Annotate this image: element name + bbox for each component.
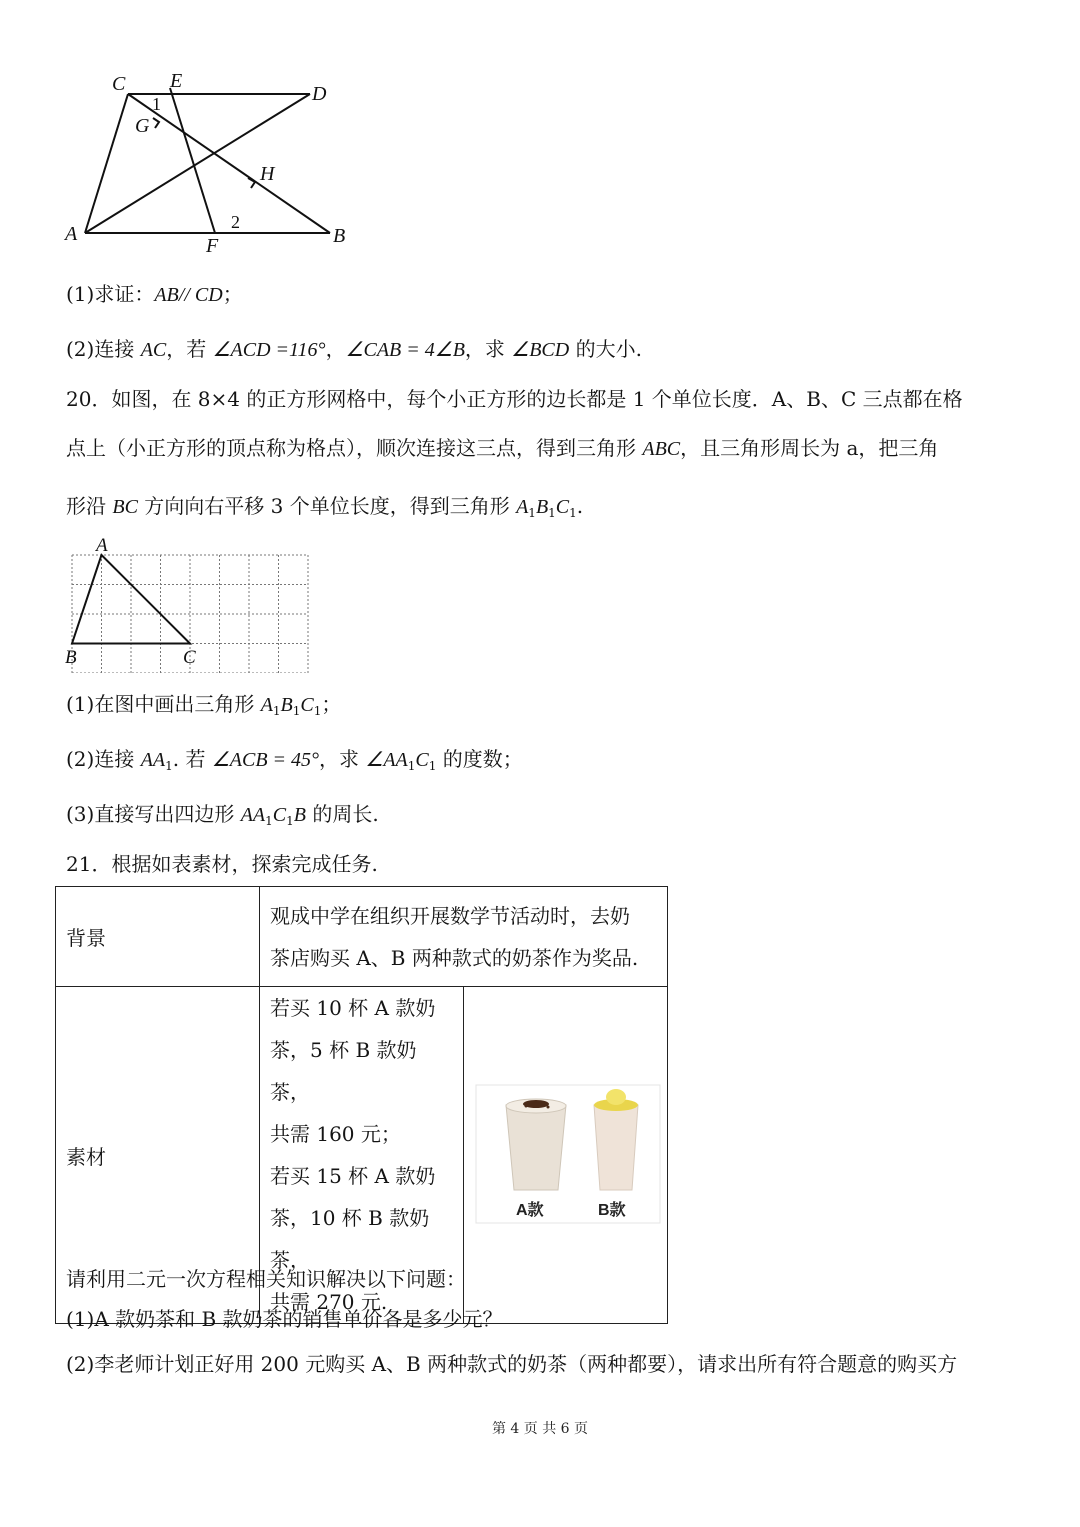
point-label-c: C (112, 73, 126, 95)
material-table (55, 886, 668, 1324)
q21-part1: (1)A 款奶茶和 B 款奶茶的销售单价各是多少元？ (66, 1307, 503, 1331)
angle-label-1: 1 (152, 94, 161, 114)
q21-part2: (2)李老师计划正好用 200 元购买 A、B 两种款式的奶茶（两种都要），请求出所有符合题意的购买方 (66, 1352, 958, 1376)
point-label-d: D (312, 83, 327, 105)
q19-part1: (1)求证：AB// CD； (66, 282, 243, 306)
grid-figure (60, 533, 320, 673)
point-label-h: H (260, 163, 275, 185)
q20-part2: (2)连接 $AA_1$. 若 ∠ACB = 45°，求 $\angle AA_1C_1$ 的度数； (66, 747, 523, 773)
cup-b-label: B款 (597, 1202, 626, 1219)
q21-intro: 21．根据如表素材，探索完成任务. (66, 852, 378, 876)
table-cell-material-text: 若买 10 杯 A 款奶 茶，5 杯 B 款奶茶， 共需 160 元； 若买 15 杯 A 款奶 茶，10 杯 B 款奶茶， 共需 270 元. (260, 987, 464, 1324)
parallelogram-figure (60, 70, 360, 260)
point-label-a: A (65, 223, 78, 245)
point-label-e: E (170, 70, 183, 92)
table-head-material: 素材 (56, 987, 260, 1324)
table-head-background: 背景 (56, 887, 260, 987)
cup-a-label: A款 (515, 1202, 544, 1219)
point-label-f: F (206, 235, 219, 257)
milk-tea-image (466, 1080, 666, 1230)
q20-part3: (3)直接写出四边形 $AA_1C_1B$ 的周长. (66, 802, 379, 828)
table-cell-background: 观成中学在组织开展数学节活动时，去奶 茶店购买 A、B 两种款式的奶茶作为奖品. (260, 887, 668, 987)
q19-part2: (2)连接 AC，若 ∠ACD =116°，∠CAB = 4∠B，求 ∠BCD 的大小. (66, 337, 642, 361)
q21-after-table: 请利用二元一次方程相关知识解决以下问题： (66, 1267, 466, 1291)
q20-part1: (1)在图中画出三角形 $A_1B_1C_1$； (66, 692, 342, 718)
grid-label-a: A (96, 535, 108, 556)
point-label-g: G (135, 115, 150, 137)
q20-stem-line1: 20．如图，在 8×4 的正方形网格中，每个小正方形的边长都是 1 个单位长度．A、B、C 三点都在格 (66, 387, 963, 411)
point-label-b: B (333, 225, 346, 247)
grid-label-c: C (183, 647, 196, 668)
grid-label-b: B (65, 647, 77, 668)
q20-stem-line3: 形沿 BC 方向向右平移 3 个单位长度，得到三角形 $A_1B_1C_1$. (66, 494, 584, 520)
table-cell-material-image (464, 987, 668, 1324)
angle-label-2: 2 (231, 212, 240, 232)
page-footer: 第 4 页 共 6 页 (491, 1421, 589, 1437)
q20-stem-line2: 点上（小正方形的顶点称为格点），顺次连接这三点，得到三角形 ABC，且三角形周长为 a，把三角 (66, 436, 939, 460)
